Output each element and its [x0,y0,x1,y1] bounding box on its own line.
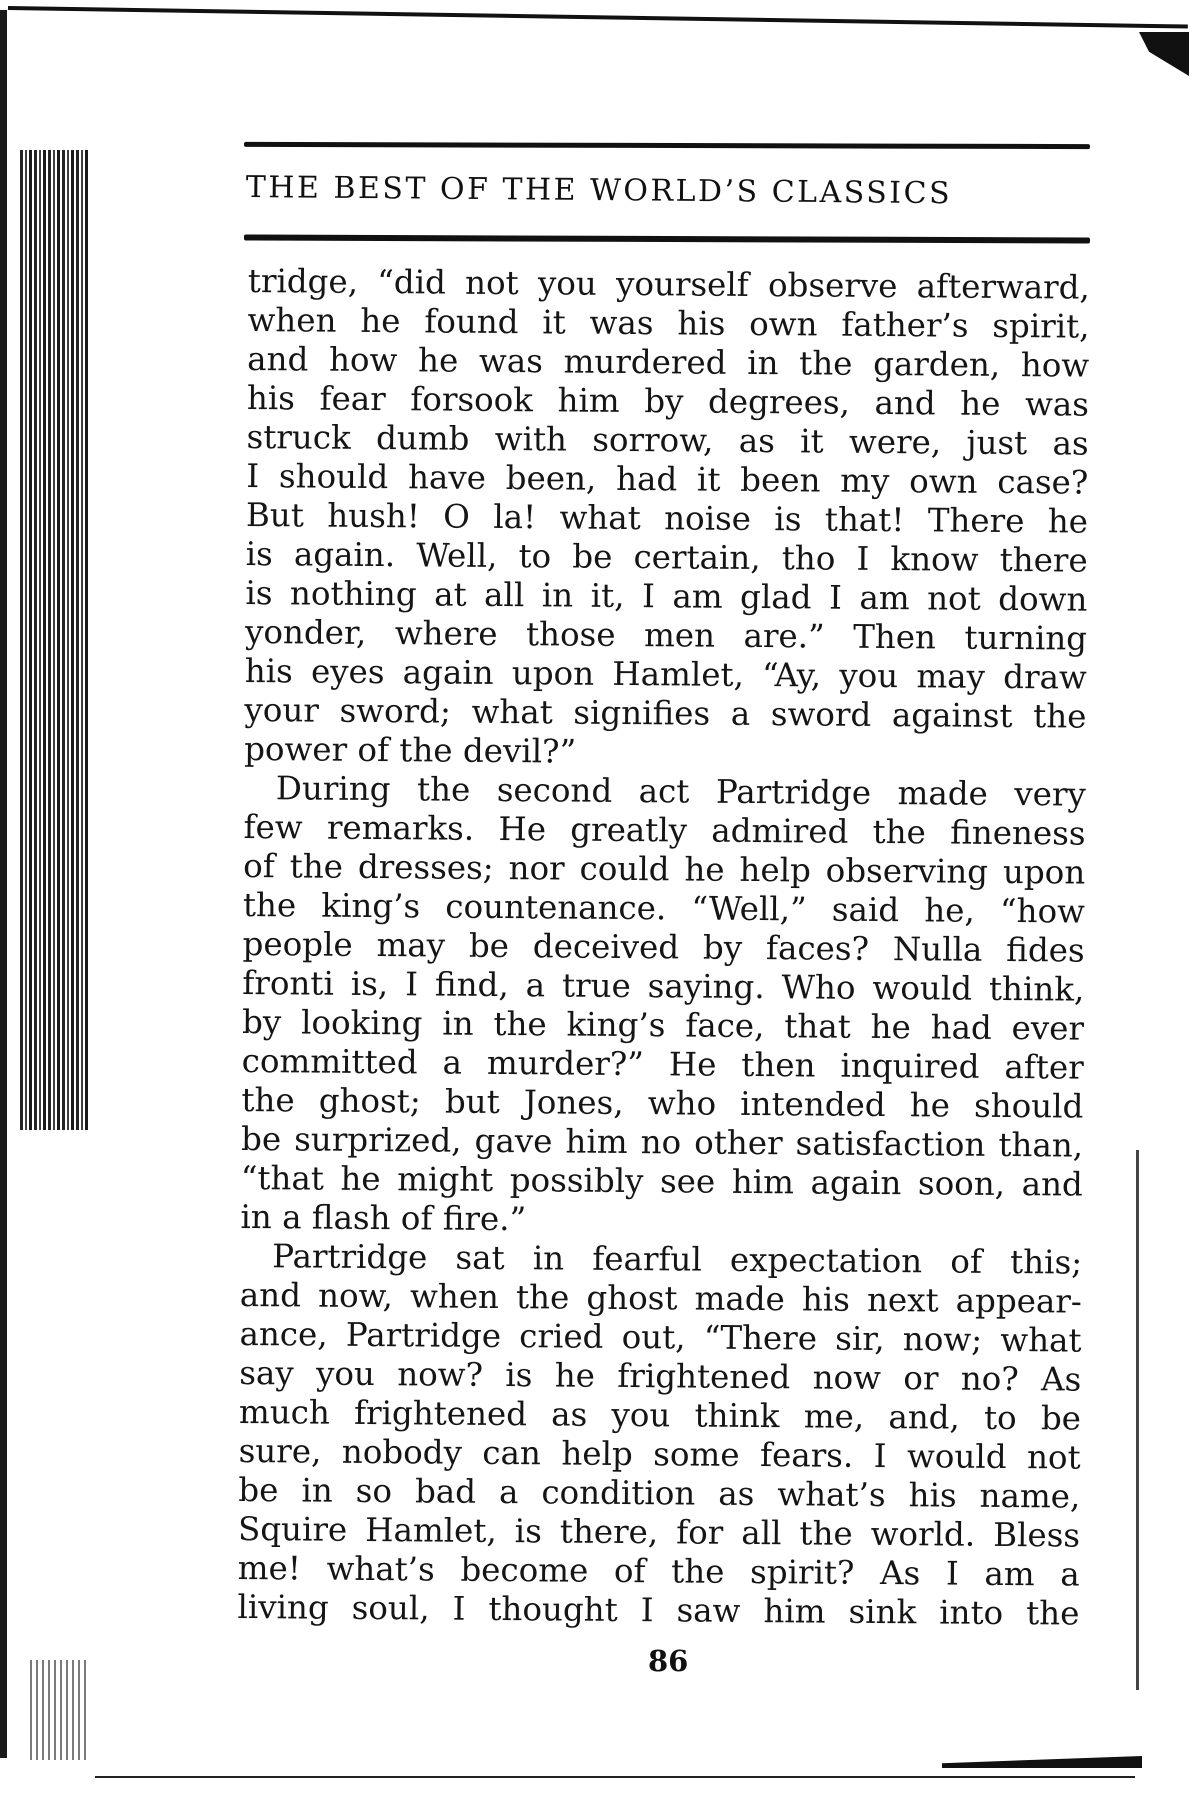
text-line: say you now? is he frightened now or no? As [239,1353,1082,1399]
text-line: tridge, “did not you yourself observe afterward, [247,262,1090,307]
text-line: be surprized, gave him no other satisfaction than, [240,1119,1084,1165]
page-number: 86 [648,1644,689,1678]
running-head: THE BEST OF THE WORLD’S CLASSICS [245,170,953,212]
text-line: is again. Well, to be certain, tho I know there [245,534,1088,580]
page-edge-bottom [95,1776,1135,1778]
header-rule-bottom [244,235,1090,244]
page-corner-top-right [1139,32,1189,76]
text-line: of the dresses; nor could he help observing upon [243,846,1086,892]
page-edge-top [8,6,1188,29]
text-line: few remarks. He greatly admired the fineness [243,807,1086,853]
text-line: much frightened as you think me, and, to be [238,1392,1082,1438]
text-line: fronti is, I find, a true saying. Who would think, [242,963,1085,1009]
body-text [237,262,1090,1634]
text-line: me! what’s become of the spirit? As I am a [237,1548,1080,1594]
text-line: But hush! O la! what noise is that! There he [245,495,1089,541]
text-line: his eyes again upon Hamlet, “Ay, you may draw [244,651,1087,697]
text-line: people may be deceived by faces? Nulla fides [242,924,1085,970]
text-line: in a flash of fire.” [240,1197,527,1239]
text-line: ance, Partridge cried out, “There sir, now; what [239,1314,1082,1360]
text-line: your sword; what signifies a sword against the [244,690,1087,736]
text-line: and now, when the ghost made his next appear- [239,1275,1083,1321]
text-line: During the second act Partridge made very [275,769,1086,814]
book-spine-shadow-lower [30,1660,90,1760]
text-line: when he found it was his own father’s spirit, [247,300,1090,346]
text-line: be in so bad a condition as what’s his name, [238,1470,1081,1516]
book-spine-shadow [20,150,90,1130]
text-line: sure, nobody can help some fears. I would not [238,1431,1081,1477]
text-line: Squire Hamlet, is there, for all the world. Bless [237,1509,1081,1555]
text-line: “that he might possibly see him again soon, and [240,1158,1083,1204]
text-line: living soul, I thought I saw him sink into the [237,1587,1080,1633]
text-line: the king’s countenance. “Well,” said he, “how [242,885,1086,931]
page-corner-bottom-right [942,1756,1142,1768]
text-line: committed a murder?” He then inquired after [241,1041,1084,1087]
text-line: yonder, where those men are.” Then turning [244,612,1088,658]
header-rule-top [244,142,1090,149]
text-line: by looking in the king’s face, that he had ever [241,1002,1085,1048]
text-line: I should have been, had it been my own case? [246,456,1089,502]
text-line: his fear forsook him by degrees, and he was [246,378,1090,424]
text-line: power of the devil?” [244,729,577,771]
page-edge-left [0,10,7,1758]
text-line: struck dumb with sorrow, as it were, just as [246,417,1089,463]
text-line: Partridge sat in fearful expectation of this; [272,1237,1083,1282]
page-edge-right [1136,1150,1139,1690]
text-line: and how he was murdered in the garden, how [247,339,1090,385]
text-line: the ghost; but Jones, who intended he should [241,1080,1084,1126]
text-line: is nothing at all in it, I am glad I am not down [245,573,1088,619]
